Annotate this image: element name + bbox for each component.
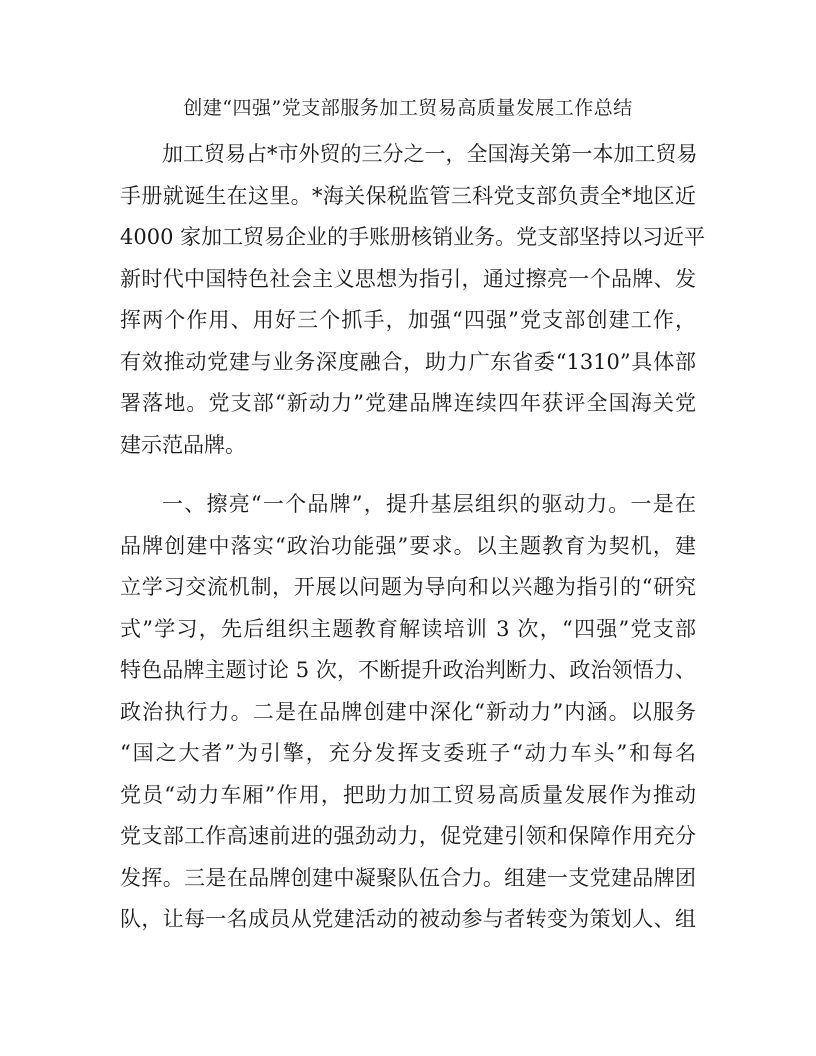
text-line: 党员“动力车厢”作用，把助力加工贸易高质量发展作为推动 (120, 782, 696, 807)
text-line: 4000 家加工贸易企业的手账册核销业务。党支部坚持以习近平 (120, 225, 706, 249)
text-line: “国之大者”为引擎，充分发挥支委班子“动力车头”和每名 (120, 741, 696, 765)
paragraph-intro (120, 134, 706, 466)
text-line: 式”学习，先后组织主题教育解读培训 3 次，“四强”党支部 (120, 616, 696, 641)
text-line: 手册就诞生在这里。*海关保税监管三科党支部负责全*地区近 (120, 183, 696, 208)
text-line: 挥两个作用、用好三个抓手，加强“四强”党支部创建工作， (120, 308, 696, 332)
paragraph-section-one (120, 484, 696, 941)
text-line: 立学习交流机制，开展以问题为导向和以兴趣为指引的“研究 (120, 575, 696, 599)
text-line: 建示范品牌。 (120, 432, 246, 457)
text-line: 一、擦亮“一个品牌”，提升基层组织的驱动力。一是在 (162, 492, 696, 516)
document-title: 创建“四强”党支部服务加工贸易高质量发展工作总结 (183, 97, 633, 119)
text-line: 党支部工作高速前进的强劲动力，促党建引领和保障作用充分 (120, 824, 696, 848)
text-line: 品牌创建中落实“政治功能强”要求。以主题教育为契机，建 (120, 533, 696, 558)
text-line: 有效推动党建与业务深度融合，助力广东省委“1310”具体部 (120, 349, 696, 374)
text-line: 加工贸易占*市外贸的三分之一，全国海关第一本加工贸易 (162, 142, 698, 166)
text-line: 特色品牌主题讨论 5 次，不断提升政治判断力、政治领悟力、 (120, 658, 696, 682)
text-line: 新时代中国特色社会主义思想为指引，通过擦亮一个品牌、发 (120, 266, 696, 291)
text-line: 政治执行力。二是在品牌创建中深化“新动力”内涵。以服务 (120, 699, 696, 724)
text-line: 队，让每一名成员从党建活动的被动参与者转变为策划人、组 (120, 907, 696, 931)
text-line: 署落地。党支部“新动力”党建品牌连续四年获评全国海关党 (120, 391, 696, 415)
text-line: 发挥。三是在品牌创建中凝聚队伍合力。组建一支党建品牌团 (120, 865, 696, 890)
document-page (120, 92, 706, 959)
